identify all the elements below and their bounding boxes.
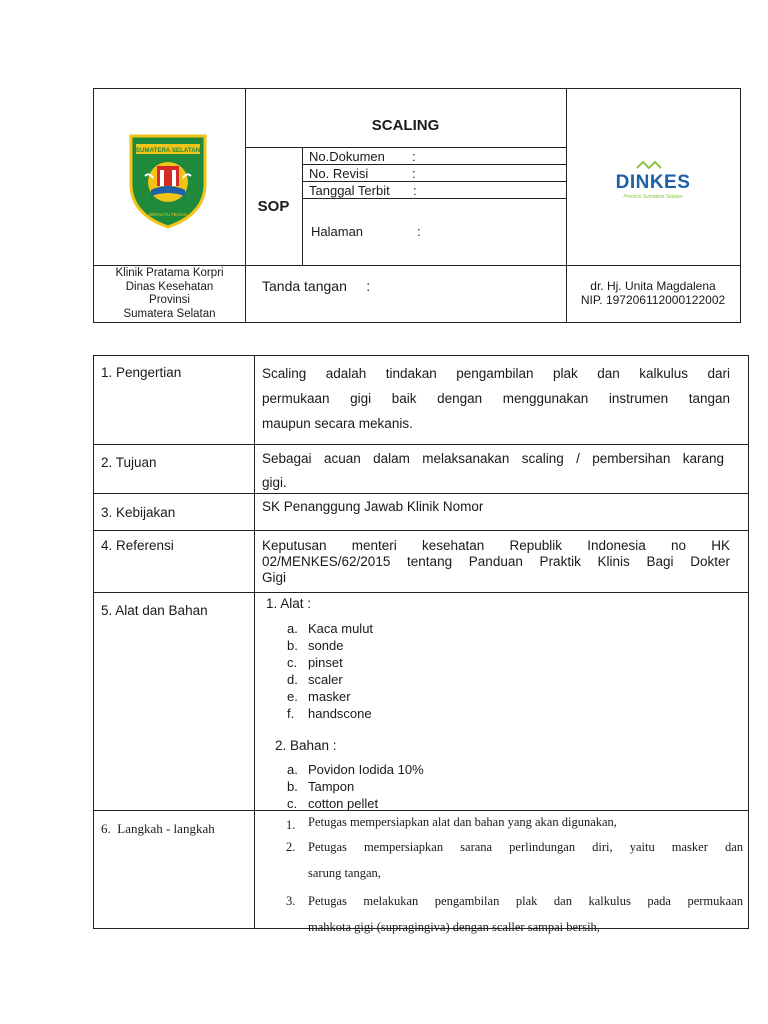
- list-item: 1. Petugas mempersiapkan alat dan bahan yang akan digunakan,: [286, 815, 617, 832]
- langkah-list: [286, 812, 743, 940]
- kebijakan-text: SK Penanggung Jawab Klinik Nomor: [262, 499, 484, 514]
- sop-label: SOP: [257, 198, 290, 215]
- paragraph-line: 02/MENKES/62/2015 tentang Panduan Praktik Klinis Bagi Dokter: [262, 554, 730, 569]
- list-item: c. pinset: [287, 655, 343, 670]
- row-label-pengertian: 1. Pengertian: [101, 365, 182, 380]
- list-item: b. Tampon: [287, 779, 355, 794]
- signer-name: dr. Hj. Unita Magdalena: [590, 279, 716, 293]
- alat-heading: 1. Alat :: [266, 596, 312, 611]
- colon: :: [417, 224, 421, 239]
- row-label-tujuan: 2. Tujuan: [101, 455, 157, 470]
- row-label-kebijakan: 3. Kebijakan: [101, 505, 176, 520]
- svg-text:SUMATERA SELATAN: SUMATERA SELATAN: [135, 147, 201, 154]
- svg-text:BERSATU TEGUH: BERSATU TEGUH: [149, 212, 187, 217]
- colon: :: [413, 183, 417, 198]
- clinic-line: Klinik Pratama Korpri: [115, 267, 224, 279]
- clinic-name-block: [94, 267, 245, 321]
- svg-text:Provinsi Sumatera Selatan: Provinsi Sumatera Selatan: [623, 194, 683, 200]
- list-item: b. sonde: [287, 638, 344, 653]
- list-item: 3. Petugas melakukan pengambilan plak dan kalkulus pada permukaan mahkota gigi (supragingiva) dengan scaller sampai bersih,: [286, 894, 743, 934]
- clinic-line: Dinas Kesehatan: [125, 280, 214, 293]
- tanda-tangan-label: Tanda tangan :: [262, 278, 371, 294]
- paragraph-line: Keputusan menteri kesehatan Republik Indonesia no HK: [262, 538, 730, 553]
- tujuan-text: [262, 446, 724, 496]
- tanggal-terbit-label: Tanggal Terbit: [309, 183, 390, 198]
- bahan-list: [287, 761, 424, 812]
- sumsel-emblem-logo: [127, 132, 209, 230]
- colon: :: [412, 166, 416, 181]
- row-label-referensi: 4. Referensi: [101, 538, 174, 553]
- halaman-label: Halaman: [311, 224, 364, 239]
- clinic-line: Sumatera Selatan: [123, 307, 216, 320]
- clinic-line: Provinsi: [149, 294, 190, 306]
- list-item: c. cotton pellet: [287, 796, 379, 811]
- list-item: a. Povidon Iodida 10%: [287, 762, 424, 777]
- sop-title: SCALING: [371, 117, 440, 134]
- no-dokumen-label: No.Dokumen: [309, 149, 385, 164]
- paragraph-line: Scaling adalah tindakan pengambilan plak dan kalkulus dari: [262, 366, 730, 381]
- bahan-heading: 2. Bahan :: [275, 738, 337, 753]
- signer-nip: NIP. 197206112000122002: [580, 293, 726, 307]
- no-revisi-label: No. Revisi: [309, 166, 369, 181]
- list-item: e. masker: [287, 689, 351, 704]
- paragraph-line: maupun secara mekanis.: [262, 416, 413, 431]
- paragraph-line: gigi.: [262, 475, 287, 490]
- referensi-text: [262, 538, 730, 586]
- alat-list: [287, 620, 373, 722]
- colon: :: [412, 149, 416, 164]
- row-label-alat-bahan: 5. Alat dan Bahan: [101, 603, 208, 618]
- svg-text:DINKES: DINKES: [615, 172, 691, 193]
- list-item: a. Kaca mulut: [287, 621, 374, 636]
- paragraph-line: Sebagai acuan dalam melaksanakan scaling / pembersihan karang: [262, 451, 724, 466]
- list-item: 2. Petugas mempersiapkan sarana perlindungan diri, yaitu masker dan sarung tangan,: [286, 840, 743, 880]
- paragraph-line: permukaan gigi baik dengan menggunakan instrumen tangan: [262, 391, 730, 406]
- dinkes-logo: [603, 158, 703, 202]
- pengertian-text: [262, 361, 730, 436]
- list-item: d. scaler: [287, 672, 343, 687]
- list-item: f. handscone: [287, 706, 372, 721]
- row-label-langkah: 6. Langkah - langkah: [101, 821, 215, 836]
- paragraph-line: Gigi: [262, 570, 287, 585]
